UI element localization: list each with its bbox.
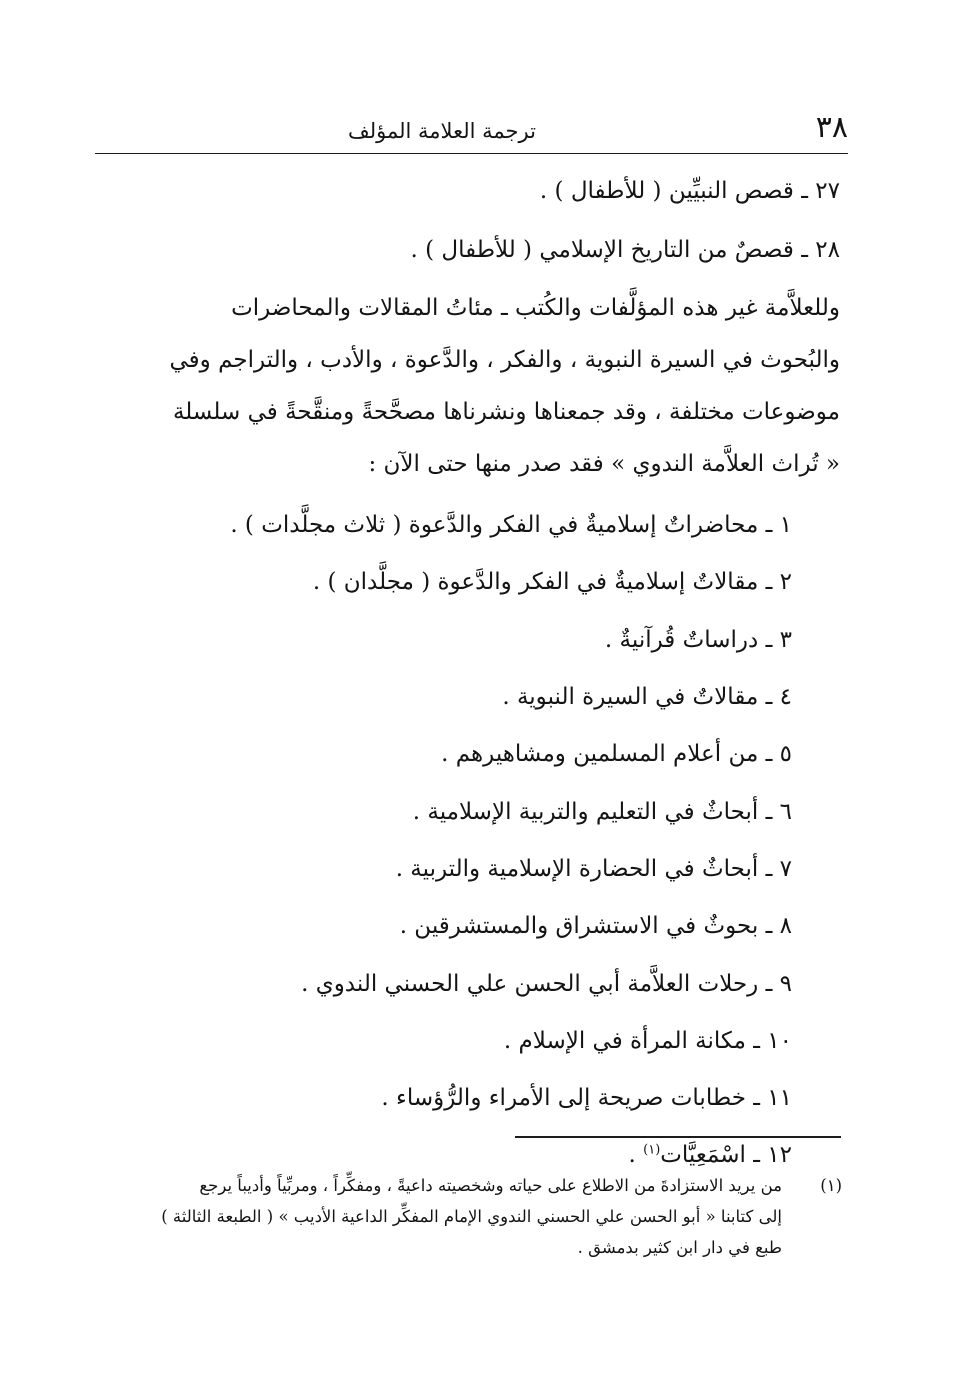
- series-item-1: ١ ـ محاضراتٌ إسلاميةٌ في الفكر والدَّعوة ( ثلاث مجلَّدات ) .: [230, 512, 792, 539]
- footnote-text: [98, 1170, 782, 1263]
- series-item-4: ٤ ـ مقالاتٌ في السيرة النبوية .: [502, 684, 792, 711]
- series-item-10: ١٠ ـ مكانة المرأة في الإسلام .: [503, 1027, 792, 1054]
- paragraph-line: والبُحوث في السيرة النبوية ، والفكر ، والدَّعوة ، والأدب ، والتراجم وفي: [169, 347, 840, 374]
- footnote-line: طبع في دار ابن كثير بدمشق .: [577, 1238, 782, 1257]
- list-item-27: ٢٧ ـ قصص النبيِّين ( للأطفال ) .: [539, 178, 840, 204]
- running-title: ترجمة العلامة المؤلف: [348, 119, 536, 143]
- series-item-8: ٨ ـ بحوثٌ في الاستشراق والمستشرقين .: [399, 913, 792, 940]
- paragraph: [98, 279, 840, 496]
- series-item-2: ٢ ـ مقالاتٌ إسلاميةٌ في الفكر والدَّعوة ( مجلَّدان ) .: [312, 569, 792, 596]
- series-item-9: ٩ ـ رحلات العلاَّمة أبي الحسن علي الحسني الندوي .: [301, 970, 792, 997]
- header-divider: [95, 153, 848, 154]
- page-header: [95, 104, 848, 146]
- series-item-12-text: ١٢ ـ اسْمَعِيَّات: [660, 1142, 792, 1169]
- footnote: [98, 1170, 842, 1263]
- page-number: ٣٨: [815, 110, 848, 145]
- paragraph-line: « تُراث العلاَّمة الندوي » فقد صدر منها حتى الآن :: [368, 451, 840, 478]
- paragraph-line: وللعلاَّمة غير هذه المؤلَّفات والكُتب ـ مئاتُ المقالات والمحاضرات: [231, 295, 840, 322]
- main-text: [98, 162, 840, 1184]
- footnote-marker: (١): [820, 1176, 842, 1195]
- series-item-6: ٦ ـ أبحاثٌ في التعليم والتربية الإسلامية .: [412, 798, 792, 825]
- footnote-line: إلى كتابنا « أبو الحسن علي الحسني الندوي الإمام المفكِّر الداعية الأديب » ( الطبعة الثالثة ): [161, 1207, 782, 1226]
- footnote-reference[interactable]: (١): [643, 1142, 661, 1158]
- series-list: [98, 496, 840, 1184]
- footnote-divider: [515, 1136, 841, 1138]
- series-item-5: ٥ ـ من أعلام المسلمين ومشاهيرهم .: [441, 741, 792, 768]
- series-item-7: ٧ ـ أبحاثٌ في الحضارة الإسلامية والتربية .: [395, 855, 792, 882]
- series-item-11: ١١ ـ خطابات صريحة إلى الأمراء والرُّؤساء .: [381, 1085, 792, 1112]
- series-item-12-tail: .: [628, 1142, 644, 1169]
- list-item-28: ٢٨ ـ قصصٌ من التاريخ الإسلامي ( للأطفال ) .: [410, 236, 840, 263]
- paragraph-line: موضوعات مختلفة ، وقد جمعناها ونشرناها مصحَّحةً ومنقَّحةً في سلسلة: [172, 399, 840, 426]
- series-item-3: ٣ ـ دراساتٌ قُرآنيةٌ .: [604, 626, 792, 653]
- footnote-line: من يريد الاستزادةَ من الاطلاع على حياته وشخصيته داعيةً ، ومفكِّراً ، ومربِّياً وأديباً يرجع: [199, 1176, 782, 1195]
